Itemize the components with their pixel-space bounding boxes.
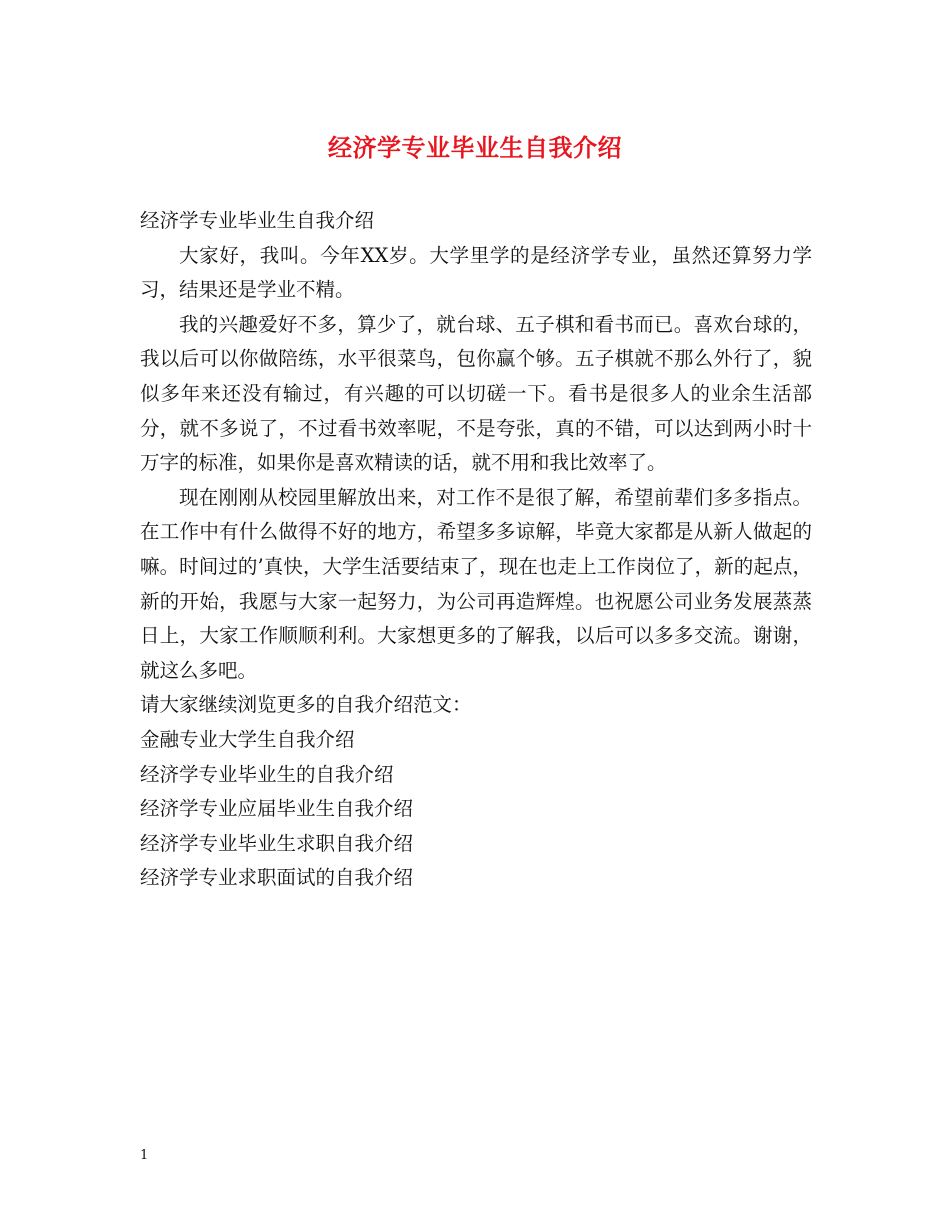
related-link[interactable]: 经济学专业应届毕业生自我介绍 — [140, 797, 414, 821]
related-links-list — [140, 723, 812, 896]
document-title: 经济学专业毕业生自我介绍 — [328, 133, 622, 162]
related-link[interactable]: 经济学专业毕业生的自我介绍 — [140, 762, 394, 786]
related-link[interactable]: 金融专业大学生自我介绍 — [140, 727, 355, 751]
paragraph-work: 现在刚刚从校园里解放出来，对工作不是很了解，希望前辈们多多指点。在工作中有什么做得不好的地方，希望多多谅解，毕竟大家都是从新人做起的嘛。时间过的’真快，大学生活要结束了，现在也走上工作岗位了，新的起点，新的开始，我愿与大家一起努力，为公司再造辉煌。也祝愿公司业务发展蒸蒸日上，大家工作顺顺利利。大家想更多的了解我，以后可以多多交流。谢谢，就这么多吧。 — [140, 485, 812, 682]
paragraph-intro: 大家好，我叫。今年XX岁。大学里学的是经济学专业，虽然还算努力学习，结果还是学业不精。 — [140, 243, 812, 302]
related-link[interactable]: 经济学专业毕业生求职自我介绍 — [140, 831, 414, 855]
more-intro-text: 请大家继续浏览更多的自我介绍范文： — [140, 693, 472, 717]
subtitle-line: 经济学专业毕业生自我介绍 — [140, 209, 375, 232]
page-number: 1 — [140, 1148, 149, 1163]
related-link[interactable]: 经济学专业求职面试的自我介绍 — [140, 866, 414, 890]
document-body — [140, 204, 812, 896]
paragraph-hobbies: 我的兴趣爱好不多，算少了，就台球、五子棋和看书而已。喜欢台球的，我以后可以你做陪练，水平很菜鸟，包你赢个够。五子棋就不那么外行了，貌似多年来还没有输过，有兴趣的可以切磋一下。看书是很多人的业余生活部分，就不多说了，不过看书效率呢，不是夸张，真的不错，可以达到两小时十万字的标准，如果你是喜欢精读的话，就不用和我比效率了。 — [140, 312, 812, 475]
